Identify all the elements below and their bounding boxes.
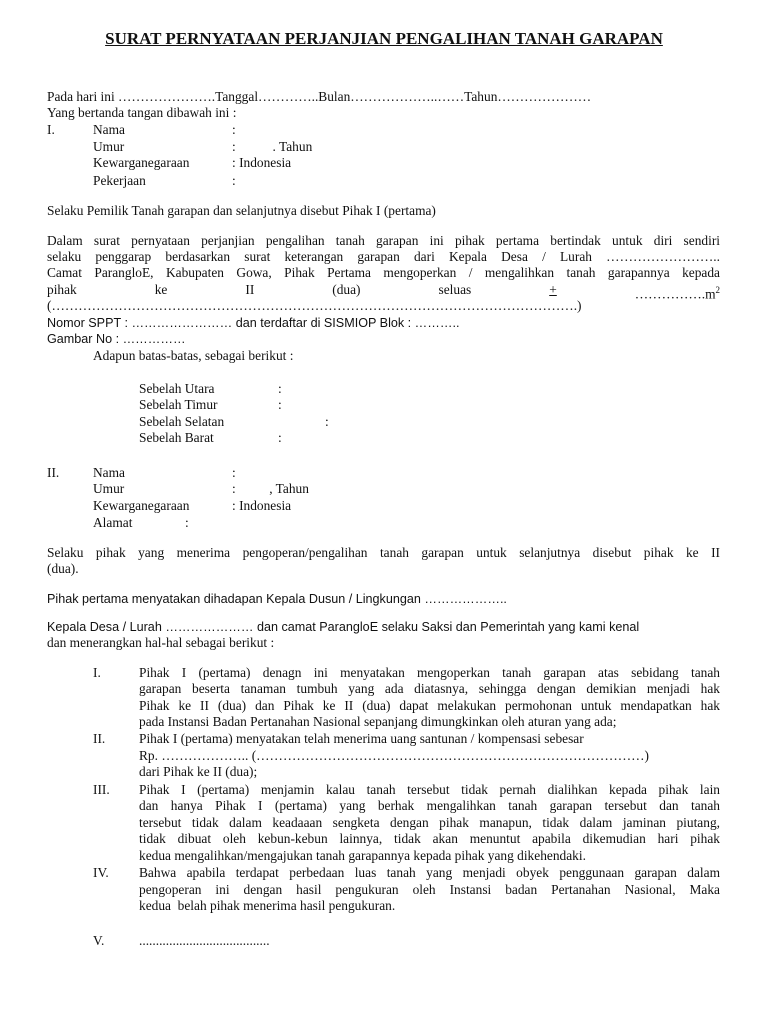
clause-5-numeral: V. xyxy=(93,933,105,948)
party2-nationality-value: : Indonesia xyxy=(232,498,292,513)
party1-numeral: I. xyxy=(47,122,55,137)
party2-nationality-label: Kewarganegaraan xyxy=(93,498,190,513)
clause-4-line: pengoperan ini dengan hasil pengukuran oleh Instansi badan Pertanahan Nasional, Maka xyxy=(139,882,720,897)
word-ke: ke xyxy=(154,282,168,297)
party1-age-value: : . Tahun xyxy=(232,139,313,154)
word-seluas: seluas xyxy=(438,282,472,297)
boundary-north-colon: : xyxy=(278,381,282,396)
party1-role: Selaku Pemilik Tanah garapan dan selanjutnya disebut Pihak I (pertama) xyxy=(47,203,436,218)
boundary-east-label: Sebelah Timur xyxy=(139,397,218,412)
boundary-west-label: Sebelah Barat xyxy=(139,430,214,445)
party1-job-value: : xyxy=(232,173,236,188)
party2-address-colon: : xyxy=(185,515,189,530)
clause-4-line: kedua belah pihak menerima hasil pengukuran. xyxy=(139,898,396,913)
clause-1-line: Pihak I (pertama) denagn ini menyatakan mengoperkan tanah garapan atas sebidang tanah xyxy=(139,665,720,680)
clause-2-numeral: II. xyxy=(93,731,106,746)
party1-name-value: : xyxy=(232,122,236,137)
sppt-line: Nomor SPPT : …………………… dan terdaftar di SISMIOP Blok : ……….. xyxy=(47,316,460,330)
party2-role-line-2: (dua). xyxy=(47,561,79,576)
party2-role-line-1: Selaku pihak yang menerima pengoperan/pengalihan tanah garapan untuk selanjutnya disebut pihak ke II xyxy=(47,545,720,560)
party2-address-label: Alamat xyxy=(93,515,133,530)
word-pihak: pihak xyxy=(47,282,77,297)
party1-name-label: Nama xyxy=(93,122,125,137)
boundary-north-label: Sebelah Utara xyxy=(139,381,215,396)
document-title: SURAT PERNYATAAN PERJANJIAN PENGALIHAN TANAH GARAPAN xyxy=(105,29,663,48)
party2-numeral: II. xyxy=(47,465,60,480)
boundary-south-label: Sebelah Selatan xyxy=(139,414,225,429)
boundary-south-colon: : xyxy=(325,414,329,429)
plus-minus-sign: + xyxy=(549,282,557,297)
clause-4-line: Bahwa apabila terdapat perbedaan luas tanah yang menjadi obyek penggunaan garapan dalam xyxy=(139,865,720,880)
party1-job-label: Pekerjaan xyxy=(93,173,146,188)
party2-age-label: Umur xyxy=(93,481,125,496)
clause-3-line: dan hanya Pihak I (pertama) yang berhak mengalihkan tanah garapan tersebut dan tanah xyxy=(139,798,720,813)
area-value: $\dots\dots\dots\dots\dots.m^2$ xyxy=(634,285,720,302)
clause-3-line: kedua mengalihkan/mengajukan tanah garapannya kepada pihak yang dikehendaki. xyxy=(139,848,586,863)
statement-line-1: Dalam surat pernyataan perjanjian pengalihan tanah garapan ini pihak pertama bertindak untuk diri sendiri xyxy=(47,233,720,248)
clause-3-numeral: III. xyxy=(93,782,110,797)
dusun-line: Pihak pertama menyatakan dihadapan Kepala Dusun / Lingkungan ……………….. xyxy=(47,592,507,606)
party1-nationality-label: Kewarganegaraan xyxy=(93,155,190,170)
statement-line-5: (……………………………………………………………………………………………………….) xyxy=(47,298,582,313)
word-dua: (dua) xyxy=(332,282,361,297)
clause-2-line: Pihak I (pertama) menyatakan telah menerima uang santunan / kompensasi sebesar xyxy=(139,731,584,746)
party1-age-label: Umur xyxy=(93,139,125,154)
boundary-east-colon: : xyxy=(278,397,282,412)
boundary-west-colon: : xyxy=(278,430,282,445)
clause-2-line: dari Pihak ke II (dua); xyxy=(139,764,258,779)
clause-1-numeral: I. xyxy=(93,665,101,680)
signer-intro: Yang bertanda tangan dibawah ini : xyxy=(47,105,237,120)
clause-2-amount-line: Rp. ……………….. (……………………………………………………………………………) xyxy=(139,748,649,763)
party2-name-value: : xyxy=(232,465,236,480)
party2-name-label: Nama xyxy=(93,465,125,480)
gambar-line: Gambar No : …………… xyxy=(47,332,186,346)
clause-3-line: Pihak I (pertama) menjamin kalau tanah tersebut tidak pernah dialihkan kepada pihak lain xyxy=(139,782,720,797)
party1-nationality-value: : Indonesia xyxy=(232,155,292,170)
clause-1-line: pada Instansi Badan Pertanahan Nasional sepanjang dimungkinkan oleh aturan yang ada; xyxy=(139,714,617,729)
clause-5-line: ....................................... xyxy=(139,933,270,948)
date-line: Pada hari ini ………………….Tanggal…………..Bulan………………..……Tahun………………… xyxy=(47,89,592,104)
clause-4-numeral: IV. xyxy=(93,865,109,880)
statement-line-2: selaku penggarap berdasarkan surat keterangan garapan dari Kepala Desa / Lurah …………………….. xyxy=(47,249,720,264)
word-ii: II xyxy=(245,282,255,297)
clause-3-line: tersebut tidak dalam keadaaan sengketa dengan pihak manapun, tidak dalam jaminan piutang, xyxy=(139,815,720,830)
statement-line-3: Camat ParangloE, Kabupaten Gowa, Pihak Pertama mengoperkan / mengalihkan tanah garapannya kepada xyxy=(47,265,720,280)
boundaries-intro: Adapun batas-batas, sebagai berikut : xyxy=(93,348,294,363)
party2-age-value: : , Tahun xyxy=(232,481,309,496)
clause-1-line: Pihak ke II (dua) dan Pihak ke II (dua) dapat melakukan permohonan untuk mendapatkan hak xyxy=(139,698,720,713)
clause-1-line: garapan beserta tanaman tumbuh yang ada diatasnya, sehingga dengan demikian menjadi hak xyxy=(139,681,720,696)
clause-3-line: tidak dibuat oleh kebun-kebun lainnya, tidak akan menuntut apabila dikemudian hari pihak xyxy=(139,831,720,846)
desa-line: Kepala Desa / Lurah ………………… dan camat ParangloE selaku Saksi dan Pemerintah yang kami kenal xyxy=(47,620,640,634)
desa-line-2: dan menerangkan hal-hal sebagai berikut : xyxy=(47,635,275,650)
